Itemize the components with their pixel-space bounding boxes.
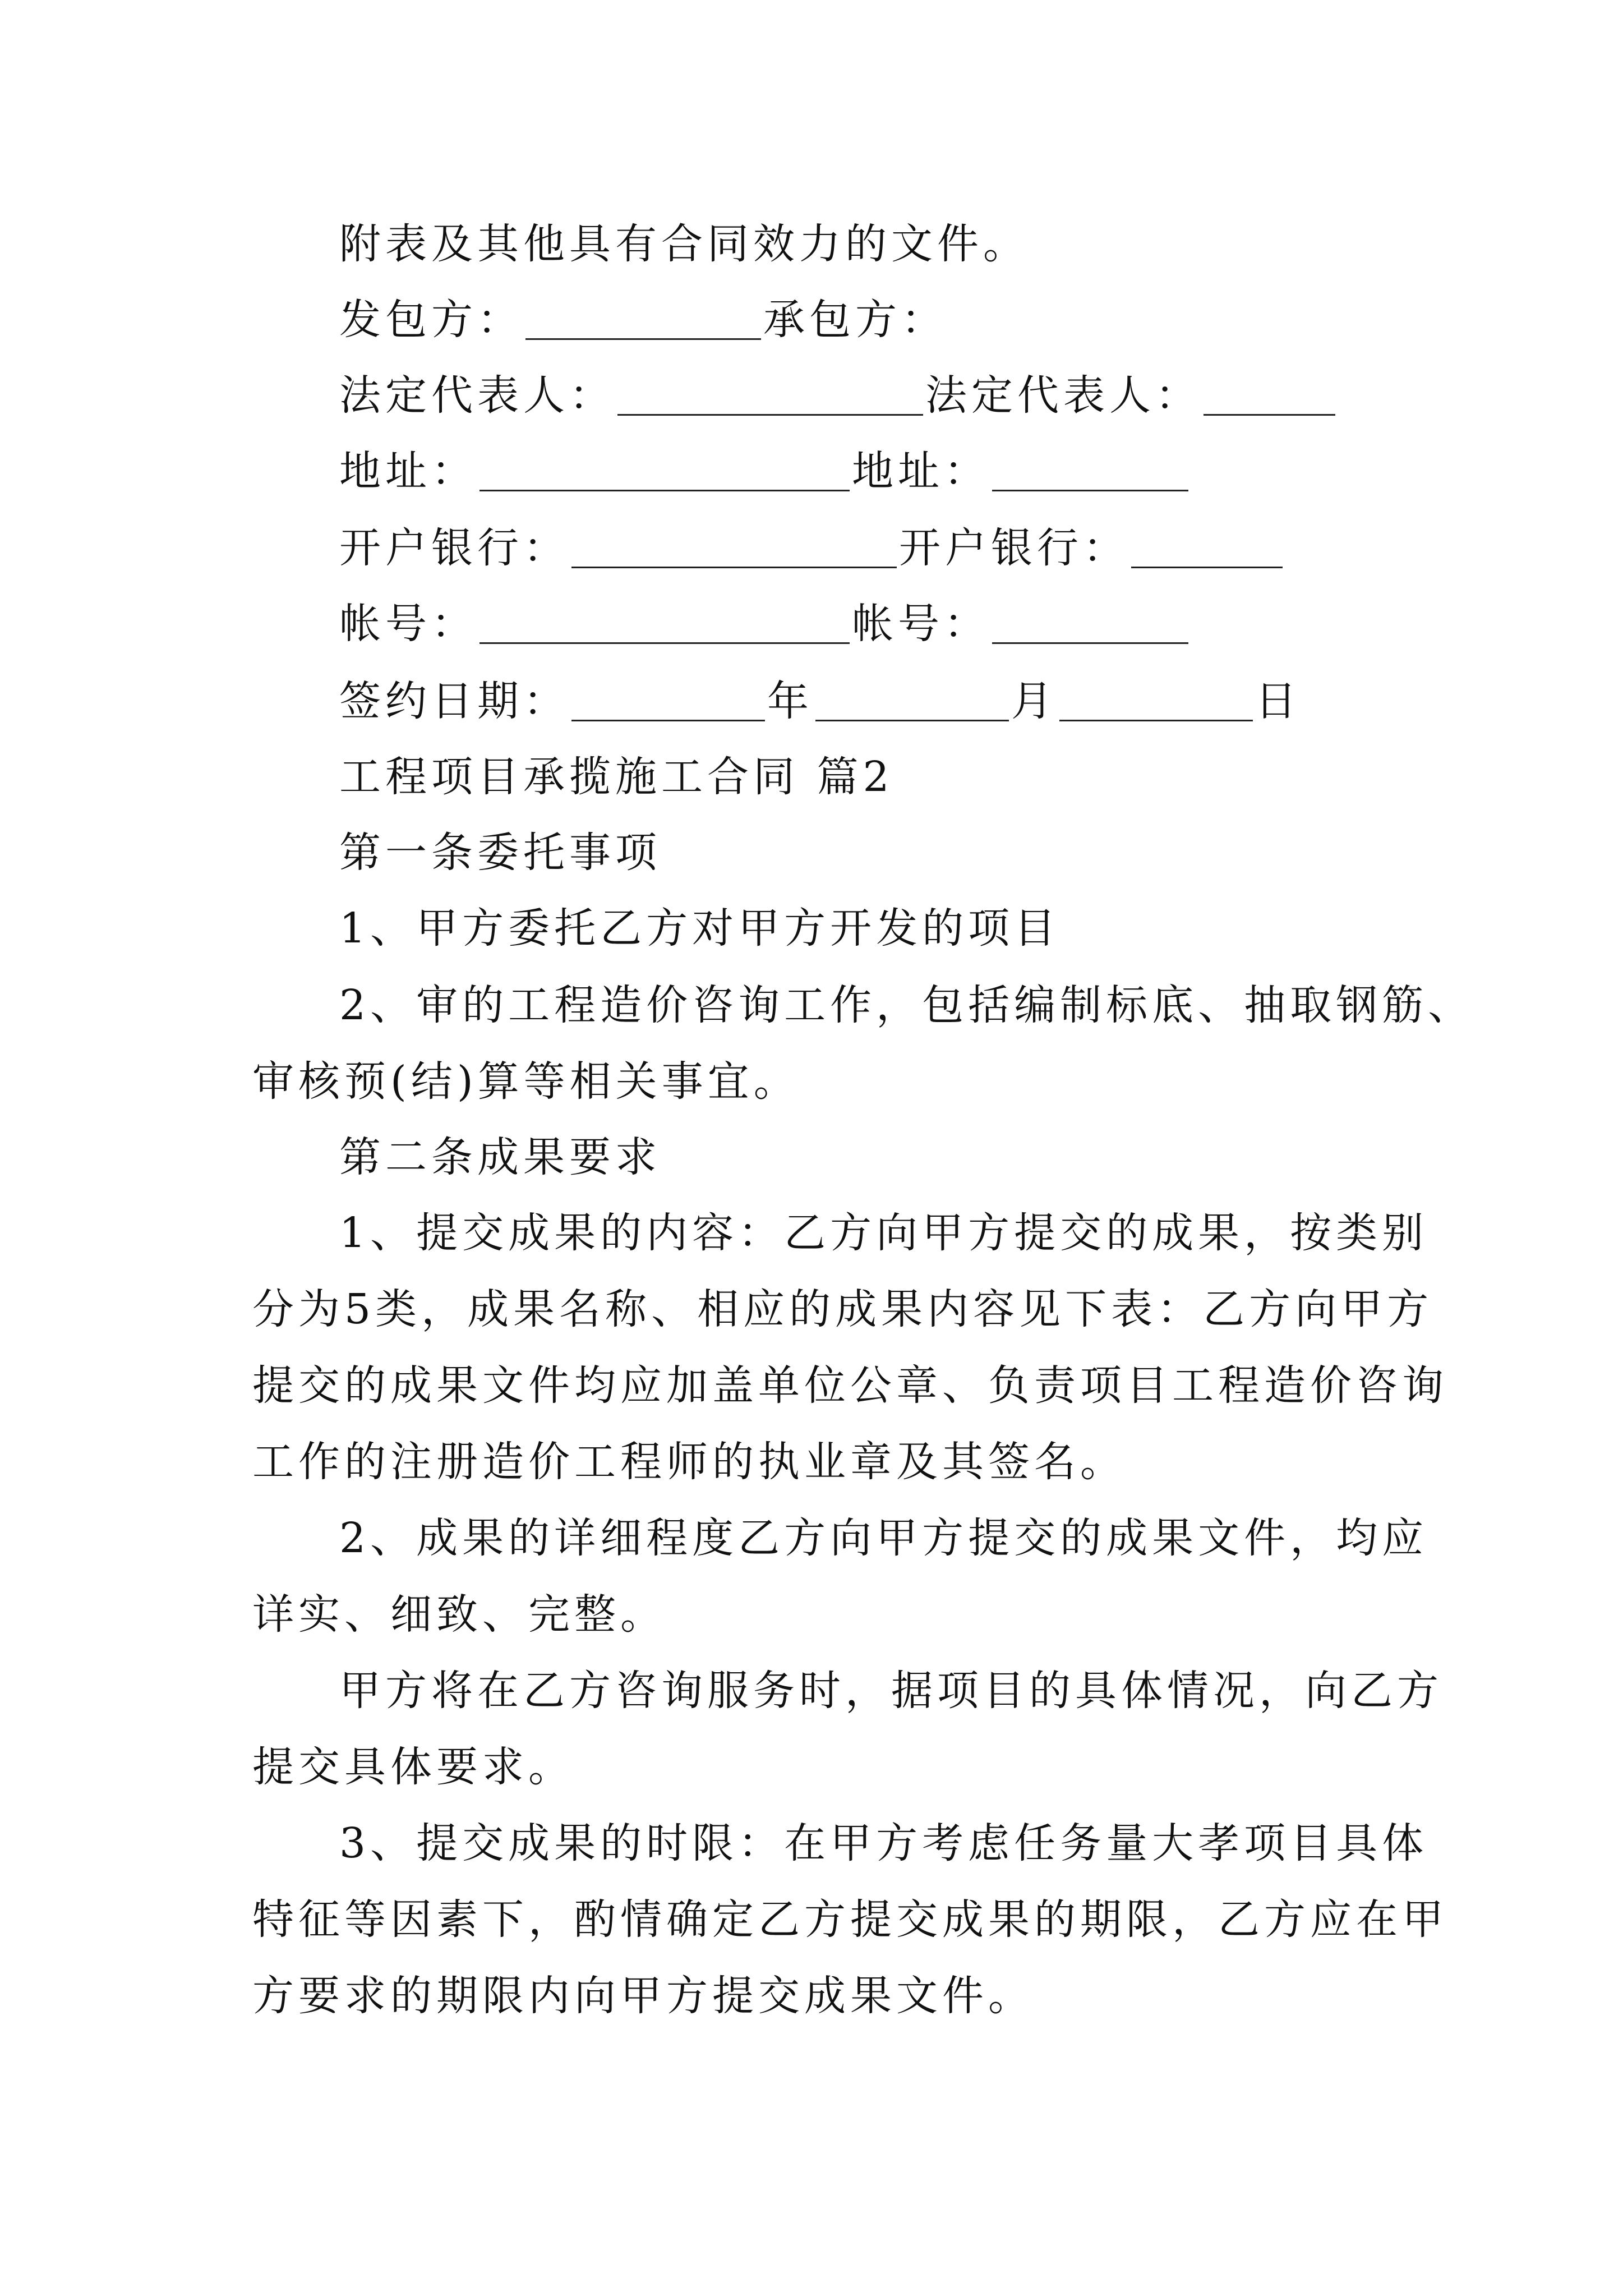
article1-title: 第一条委托事项 <box>339 829 661 877</box>
section-title: 工程项目承揽施工合同 篇2 <box>339 753 894 801</box>
account-label-a: 帐号： <box>339 600 477 648</box>
requirement2b-line2: 提交具体要求。 <box>252 1743 574 1791</box>
sign-date-row <box>339 673 1517 729</box>
year-label: 年 <box>767 677 813 725</box>
parties-row <box>339 292 1517 348</box>
month-blank <box>815 684 1009 721</box>
year-blank <box>571 684 765 721</box>
account-blank-a <box>479 606 850 644</box>
address-row <box>339 443 1517 499</box>
article1-item1: 1、甲方委托乙方对甲方开发的项目 <box>339 904 1061 953</box>
contractor-label: 承包方： <box>763 296 947 344</box>
requirement1-line2: 分为5类，成果名称、相应的成果内容见下表：乙方向甲方 <box>252 1285 1433 1333</box>
requirement1-line1: 1、提交成果的内容：乙方向甲方提交的成果，按类别 <box>339 1209 1428 1257</box>
address-label-a: 地址： <box>339 447 477 495</box>
intro-line: 附表及其他具有合同效力的文件。 <box>339 220 1029 268</box>
account-label-b: 帐号： <box>852 600 990 648</box>
account-row <box>339 596 1517 652</box>
bank-row <box>339 520 1517 576</box>
bank-blank-a <box>571 531 897 568</box>
requirement1-line3: 提交的成果文件均应加盖单位公章、负责项目工程造价咨询 <box>252 1361 1448 1410</box>
account-blank-b <box>992 606 1188 644</box>
day-label: 日 <box>1255 677 1301 725</box>
address-blank-b <box>992 454 1188 491</box>
article1-item2-line1: 2、审的工程造价咨询工作，包括编制标底、抽取钢筋、 <box>339 981 1474 1029</box>
employer-blank <box>525 302 761 340</box>
legal-rep-blank-b <box>1204 378 1335 416</box>
requirement1-line4: 工作的注册造价工程师的执业章及其签名。 <box>252 1438 1126 1486</box>
day-blank <box>1059 684 1253 721</box>
requirement2b-line1: 甲方将在乙方咨询服务时，据项目的具体情况，向乙方 <box>339 1667 1443 1715</box>
legal-rep-label-b: 法定代表人： <box>925 371 1201 420</box>
requirement3-line1: 3、提交成果的时限：在甲方考虑任务量大孝项目具体 <box>339 1819 1428 1867</box>
requirement3-line2: 特征等因素下，酌情确定乙方提交成果的期限，乙方应在甲 <box>252 1895 1448 1944</box>
requirement2-line1: 2、成果的详细程度乙方向甲方提交的成果文件，均应 <box>339 1514 1428 1562</box>
requirement3-line3: 方要求的期限内向甲方提交成果文件。 <box>252 1972 1034 2020</box>
requirement2-line2: 详实、细致、完整。 <box>252 1590 666 1639</box>
address-label-b: 地址： <box>852 447 990 495</box>
month-label: 月 <box>1011 677 1057 725</box>
article2-title: 第二条成果要求 <box>339 1133 661 1181</box>
bank-label-a: 开户银行： <box>339 524 569 572</box>
legal-rep-label-a: 法定代表人： <box>339 371 615 420</box>
bank-label-b: 开户银行： <box>899 524 1129 572</box>
article1-item2-line2: 审核预(结)算等相关事宜。 <box>252 1057 800 1106</box>
address-blank-a <box>479 454 850 491</box>
legal-rep-row <box>339 367 1517 424</box>
employer-label: 发包方： <box>339 296 523 344</box>
bank-blank-b <box>1131 531 1283 568</box>
legal-rep-blank-a <box>617 378 923 416</box>
date-label: 签约日期： <box>339 677 569 725</box>
